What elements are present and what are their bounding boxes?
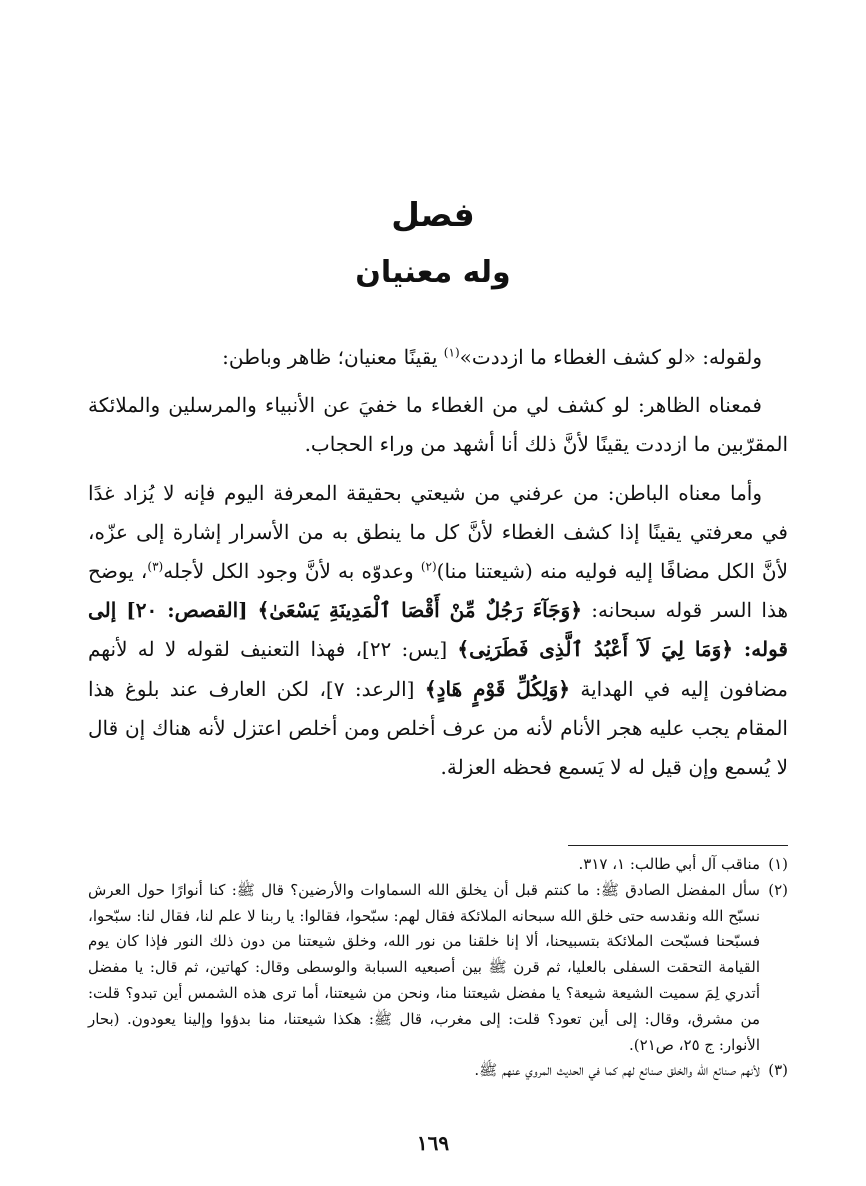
paragraph-1-part-b: يقينًا معنيان؛ ظاهر وباطن: <box>222 345 444 369</box>
paragraph-3-part-a: وأما معناه الباطن: من عرفني من شيعتي بحقيقة المعرفة اليوم فإنه لا يُزاد غدًا في معرفتي يقينًا إذا كشف الغطاء لأنَّ كل ما ينطق به من الأسرار إشارة إلى عزّه، لأنَّ الكل مضافًا إليه فوليه منه (شيعتنا منا) <box>88 480 789 584</box>
verse-ref-1: [القصص: ٢٠] إلى قوله: <box>88 598 788 662</box>
footnote-text: مناقب آل أبي طالب: ١، ٣١٧. <box>578 855 760 873</box>
footnote-2 <box>88 878 788 1059</box>
footnote-number: (١) <box>768 855 788 873</box>
footnote-number: (٣) <box>768 1061 788 1080</box>
footnote-text: سأل المفضل الصادق ﷺ: ما كنتم قبل أن يخلق الله السماوات والأرضين؟ قال ﷺ: كنا أنوارًا حول العرش نسبّح الله ونقدسه حتى خلق الله سبحانه الملائكة فقال لهم: سبّحوا، فقالوا: يا ربنا لا علم لنا، فقال لنا: سبّحوا، فسبّحنا فسبّحت الملائكة بتسبيحنا، ألا إنا خلقنا من نور الله، وخلق شيعتنا من دون ذلك النور فإذا كان يوم القيامة التحقت السفلى بالعليا، ثم قرن ﷺ بين أصبعيه السبابة والوسطى وقال: كهاتين، ثم قال: يا مفضل أتدري لِمَ سميت الشيعة شيعة؟ يا مفضل شيعتنا منا، ونحن من شيعتنا، أما ترى هذه الشمس أين تبدو؟ قلت: من مشرق، وقال: إلى أين تعود؟ قلت: إلى مغرب، قال ﷺ: هكذا شيعتنا، منا بدؤوا وإلينا يعودون. (بحار الأنوار: ج ٢٥، ص٢١). <box>88 880 760 1054</box>
paragraph-3-part-b: وعدوّه به لأنَّ وجود الكل لأجله <box>163 559 421 584</box>
footnote-number: (٢) <box>768 880 788 899</box>
paragraph-1 <box>88 338 788 377</box>
page-number: ١٦٩ <box>416 1131 450 1155</box>
footnote-3 <box>88 1058 788 1084</box>
paragraph-3-part-c: ، يوضح هذا السر قوله سبحانه: <box>88 559 789 623</box>
quran-verse-2: ﴿وَمَا لِيَ لَآ أَعْبُدُ ٱلَّذِى فَطَرَنِى﴾ <box>457 637 734 662</box>
paragraph-2: فمعناه الظاهر: لو كشف لي من الغطاء ما خفيَ عن الأنبياء والمرسلين والملائكة المقرّبين ما ازددت يقينًا لأنَّ ذلك أنا أشهد من وراء الحجاب. <box>88 393 788 457</box>
quran-verse-1: ﴿وَجَآءَ رَجُلٌ مِّنْ أَقْصَا ٱلْمَدِينَةِ يَسْعَىٰ﴾ <box>257 598 582 623</box>
page-title: فصل <box>391 195 475 234</box>
footnote-separator <box>568 845 788 846</box>
page-subtitle: وله معنيان <box>355 255 511 290</box>
footnote-1 <box>88 852 788 878</box>
footnotes <box>88 852 788 1084</box>
footnote-ref-1: (١) <box>443 345 460 360</box>
paragraph-3 <box>88 474 788 788</box>
quran-verse-3: ﴿وَلِكُلِّ قَوْمٍ هَادٍ﴾ <box>424 676 570 701</box>
main-text <box>88 338 788 796</box>
paragraph-3-part-d: [يس: ٢٢]، فهذا التعنيف لقوله لا له لأنهم مضافون إليه في الهداية <box>88 637 788 701</box>
paragraph-3-part-e: [الرعد: ٧]، لكن العارف عند بلوغ هذا المقام يجب عليه هجر الأنام لأنه من عرف أخلص ومن أخلص اعتزل لأنه هناك إن قال لا يُسمع وإن قيل له لا يَسمع فحظه العزلة. <box>88 676 788 780</box>
paragraph-1-part-a: ولقوله: «لو كشف الغطاء ما ازددت» <box>459 345 762 369</box>
footnote-ref-3: (٣) <box>147 559 164 574</box>
footnote-ref-2: (٢) <box>420 559 437 574</box>
footnote-text: لأنهم صنائع الله والخلق صنائع لهم كما في الحديث المروي عنهم ﷺ. <box>474 1061 760 1080</box>
